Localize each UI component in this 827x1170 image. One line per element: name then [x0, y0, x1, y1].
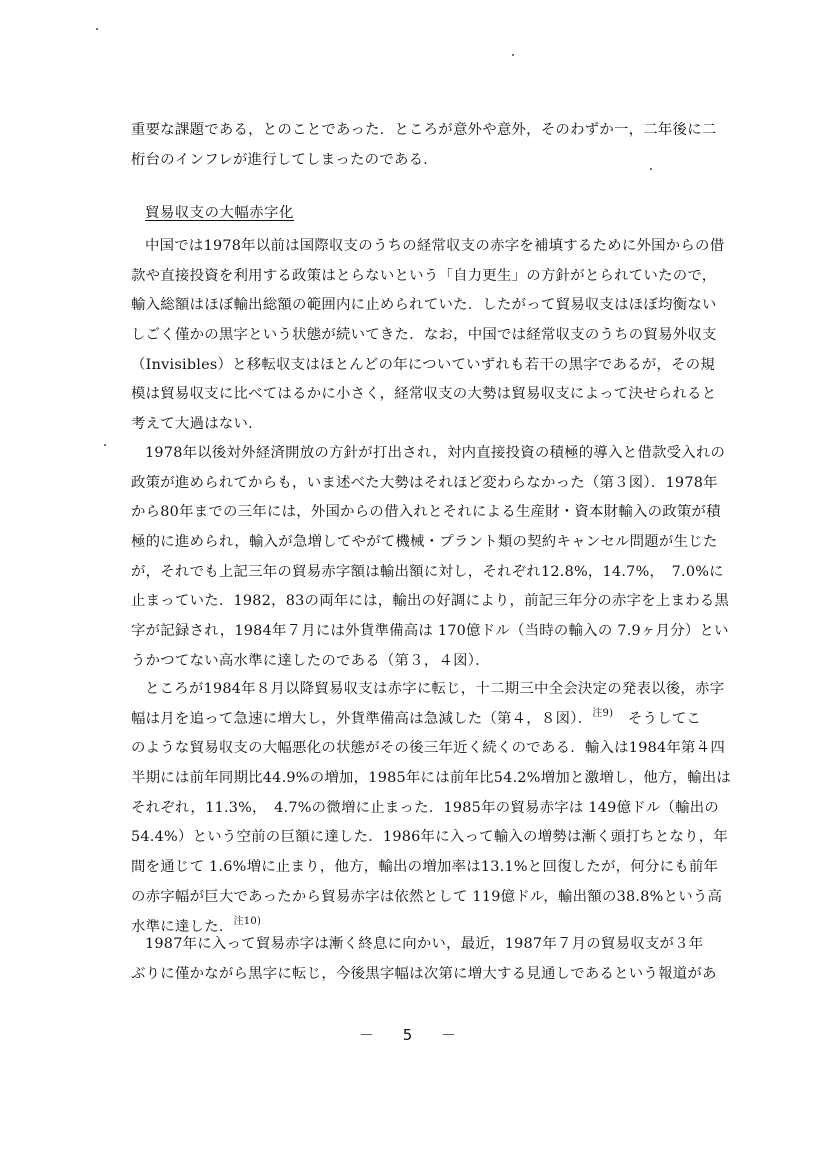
text-line: 字が記録され，1984年７月には外貨準備高は 170億ドル（当時の輸入の 7.9ヶ月分）とい: [131, 623, 729, 640]
text-line: ぶりに僅かながら黒字に転じ，今後黒字幅は次第に増大する見通しであるという報道があ: [131, 965, 717, 982]
text-line: の赤字幅が巨大であったから貿易赤字は依然として 119億ドル，輸出額の38.8%という高: [131, 888, 723, 905]
text-line: 款や直接投資を利用する政策はとらないという「自力更生」の方針がとられていたので，: [131, 267, 717, 284]
text-line: （Invisibles）と移転収支はほとんどの年についていずれも若干の黒字であるが，その規: [131, 356, 716, 373]
text-line: うかつてない高水準に達したのである（第３，４図）．: [131, 652, 490, 669]
text-line: 54.4%）という空前の巨額に達した．1986年に入って輸入の増勢は漸く頭打ちとなり，年: [131, 829, 729, 846]
text-line: 考えて大過はない．: [131, 416, 263, 433]
paragraph-1: [131, 232, 731, 440]
text-line: が，それでも上記三年の貿易赤字額は輸出額に対し，それぞれ12.8%，14.7%， 7.0%に: [131, 563, 724, 580]
footnote-marker: 注9): [592, 707, 614, 719]
footnote-marker: 注10): [233, 915, 262, 927]
text-segment: 水準に達した．: [131, 918, 234, 935]
text-line: 中国では1978年以前は国際収支のうちの経常収支の赤字を補填するために外国からの借: [145, 238, 725, 254]
scan-speck: [104, 444, 106, 446]
text-line: 1978年以後対外経済開放の方針が打出され，対内直接投資の積極的導入と借款受入れの: [145, 445, 726, 461]
text-line: から80年までの三年には，外国からの借入れとそれによる生産財・資本財輸入の政策が積: [131, 504, 721, 521]
paragraph-4: [131, 930, 731, 989]
scan-speck: [96, 28, 98, 30]
text-line: [131, 705, 731, 735]
text-segment: そうしてこ: [613, 710, 702, 727]
paragraph-3: [131, 675, 731, 942]
text-line: 半期には前年同期比44.9%の増加，1985年には前年比54.2%増加と激増し，他方，輸出は: [131, 770, 731, 787]
text-line: 輸入総額はほぼ輸出総額の範囲内に止められていた．したがって貿易収支はほぼ均衡ない: [131, 297, 717, 314]
text-line: 極的に進められ，輸入が急増してやがて機械・プラント類の契約キャンセル問題が生じた: [131, 534, 718, 551]
intro-paragraph: [131, 116, 731, 175]
text-line: のような貿易収支の大幅悪化の状態がその後三年近く続くのである．輸入は1984年第４四: [131, 740, 725, 757]
section-heading: 貿易収支の大幅赤字化: [145, 205, 294, 221]
text-line: 模は貿易収支に比べてはるかに小さく，経常収支の大勢は貿易収支によって決せられると: [131, 386, 717, 403]
text-line: ところが1984年８月以降貿易収支は赤字に転じ，十二期三中全会決定の発表以後，赤字: [145, 681, 725, 697]
text-line: 政策が進められてからも，いま述べた大勢はそれほど変わらなかった（第３図）．1978年: [131, 474, 718, 491]
text-line: 止まっていた．1982，83の両年には，輸出の好調により，前記三年分の赤字を上まわる黒: [131, 593, 730, 610]
text-segment: 幅は月を追って急速に増大し，外貨準備高は急減した（第４，８図）．: [131, 710, 593, 727]
text-line: 間を通じて 1.6%増に止まり，他方，輸出の増加率は13.1%と回復したが，何分にも前年: [131, 859, 719, 876]
scan-speck: [512, 54, 514, 56]
text-line: それぞれ，11.3%， 4.7%の微増に止まった．1985年の貿易赤字は 149億ドル（輸出の: [131, 799, 720, 816]
text-line: 1987年に入って貿易赤字は漸く終息に向かい，最近，1987年７月の貿易収支が３年: [145, 936, 704, 952]
paragraph-2: [131, 439, 731, 677]
text-line: 桁台のインフレが進行してしまったのである．: [131, 151, 438, 168]
text-line: 重要な課題である，とのことであった．ところが意外や意外，そのわずか一，二年後に二: [131, 122, 717, 138]
text-line: しごく僅かの黒字という状態が続いてきた．なお，中国では経常収支のうちの貿易外収支: [131, 327, 717, 344]
page-number: － 5 －: [358, 1026, 469, 1044]
